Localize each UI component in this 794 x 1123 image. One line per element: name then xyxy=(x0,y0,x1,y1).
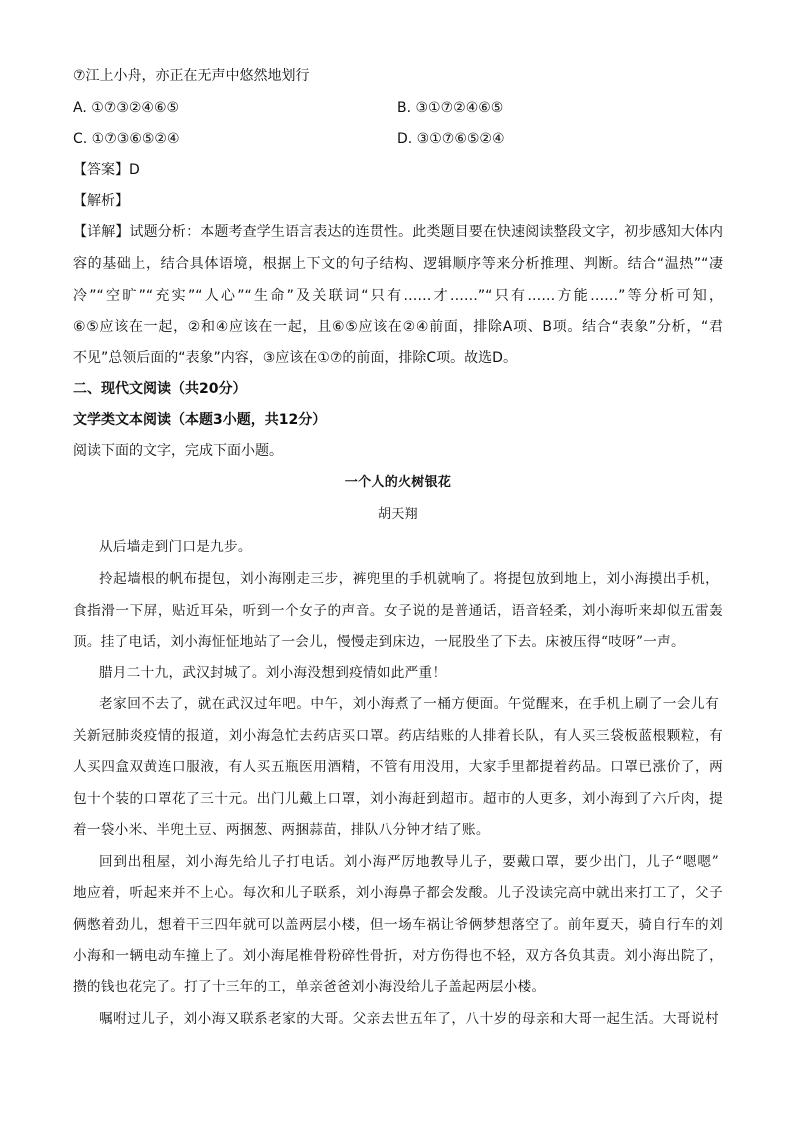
story-line: 顶。挂了电话，刘小海怔怔地站了一会儿，慢慢走到床边，一屁股坐了下去。床被压得“吱呀”一声。 xyxy=(73,634,685,650)
story-paragraph: 从后墙走到门口是九步。 xyxy=(99,539,252,555)
story-line: 攒的钱也花完了。打了十三年的工，单亲爸爸刘小海没给儿子盖起两层小楼。 xyxy=(73,979,546,995)
story-paragraph: 腊月二十九，武汉封城了。刘小海没想到疫情如此严重！ xyxy=(99,665,447,681)
story-line: 食指滑一下屏，贴近耳朵，听到一个女子的声音。女子说的是普通话，语音轻柔，刘小海听来却似五雷轰 xyxy=(73,603,723,619)
story-line: 回到出租屋，刘小海先给儿子打电话。刘小海严厉地教导儿子，要戴口罩，要少出门，儿子“嗯嗯” xyxy=(99,854,719,870)
section-title: 二、现代文阅读（共20分） xyxy=(73,381,247,397)
story-line: 包十个装的口罩花了三十元。出门儿戴上口罩，刘小海赶到超市。超市的人更多，刘小海到了六斤肉，提 xyxy=(73,791,723,807)
story-line: 嘱咐过儿子，刘小海又联系老家的大哥。父亲去世五年了，八十岁的母亲和大哥一起生活。大哥说村 xyxy=(99,1011,719,1027)
option-b: B. ③①⑦②④⑥⑤ xyxy=(397,100,504,116)
option-a: A. ①⑦③②④⑥⑤ xyxy=(73,100,180,116)
answer-line xyxy=(73,160,723,180)
detail-line: 容的基础上，结合具体语境，根据上下文的句子结构、逻辑顺序等来分析推理、判断。结合“温热”“凄 xyxy=(73,256,723,272)
option-seven-line: ⑦江上小舟，亦正在无声中悠然地划行 xyxy=(73,68,310,84)
detail-line: 【详解】试题分析：本题考查学生语言表达的连贯性。此类题目要在快速阅读整段文字，初步感知大体内 xyxy=(73,224,723,240)
story-line: 俩憋着劲儿，想着干三四年就可以盖两层小楼，但一场车祸让爷俩梦想落空了。前年夏天，骑自行车的刘 xyxy=(73,917,723,933)
instruction: 阅读下面的文字，完成下面小题。 xyxy=(73,443,283,459)
answer-value: D xyxy=(129,162,140,178)
option-c: C. ①⑦③⑥⑤②④ xyxy=(73,131,180,147)
story-line: 小海和一辆电动车撞上了。刘小海尾椎骨粉碎性骨折，对方伤得也不轻，双方各负其责。刘小海出院了， xyxy=(73,948,723,964)
detail-line: ⑥⑤应该在一起，②和④应该在一起，且⑥⑤应该在②④前面，排除A项、B项。结合“表象”分析，“君 xyxy=(73,319,723,335)
story-line: 老家回不去了，就在武汉过年吧。中午，刘小海煮了一桶方便面。午觉醒来，在手机上刷了一会儿有 xyxy=(99,696,719,712)
story-title: 一个人的火树银花 xyxy=(344,475,452,490)
story-line: 着一袋小米、半兜土豆、两捆葱、两捆蒜苗，排队八分钟才结了账。 xyxy=(73,822,490,838)
story-author: 胡天翔 xyxy=(378,507,418,522)
story-line: 拎起墙根的帆布提包，刘小海刚走三步，裤兜里的手机就响了。将提包放到地上，刘小海摸出手机， xyxy=(99,571,719,587)
detail-line: 冷”“空旷”“充实”“人心”“生命”及关联词“只有……才……”“只有……方能……”等分析可知， xyxy=(73,288,723,304)
sub-title: 文学类文本阅读（本题3小题，共12分） xyxy=(73,412,327,428)
option-d: D. ③①⑦⑥⑤②④ xyxy=(397,131,505,147)
story-line: 地应着，听起来并不上心。每次和儿子联系，刘小海鼻子都会发酸。儿子没读完高中就出来打工了，父子 xyxy=(73,885,723,901)
detail-line: 不见”总领后面的“表象”内容，③应该在①⑦的前面，排除C项。故选D。 xyxy=(73,350,517,366)
story-line: 人买四盒双黄连口服液，有人买五瓶医用酒精，不管有用没用，大家手里都提着药品。口罩已涨价了，两 xyxy=(73,759,723,775)
analysis-tag: 【解析】 xyxy=(73,193,129,209)
answer-tag: 【答案】 xyxy=(73,162,129,178)
story-line: 关新冠肺炎疫情的报道，刘小海急忙去药店买口罩。药店结账的人排着长队，有人买三袋板蓝根颗粒，有 xyxy=(73,728,723,744)
